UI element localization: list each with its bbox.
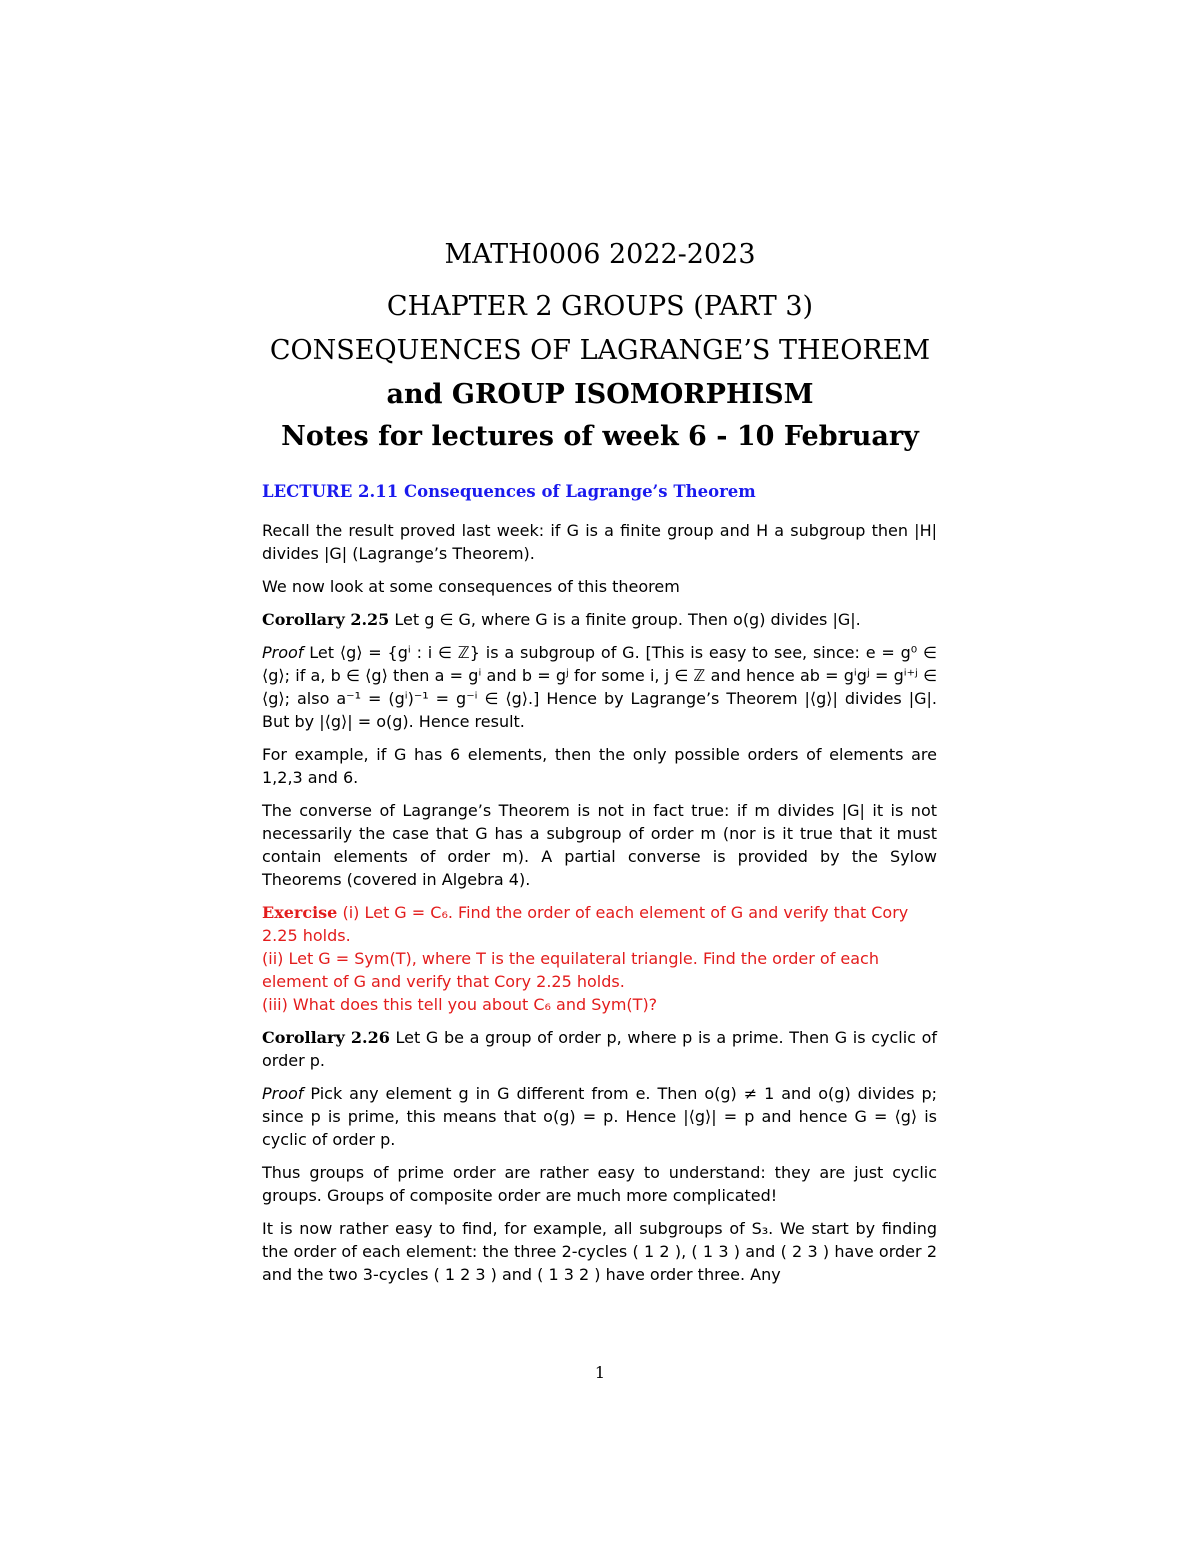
page-number: 1 <box>594 1363 606 1382</box>
consequences-intro: We now look at some consequences of this theorem <box>262 577 680 596</box>
s3-subgroups-paragraph: It is now rather easy to find, for example, all subgroups of S₃. We start by finding the order of each element: the three 2-cycles ( 1 2 ), ( 1 3 ) and ( 2 3 ) have order 2 and the two 3-cycles ( 1 2 3 ) and ( 1 3 2 ) have order three. Any <box>262 1219 937 1284</box>
corollary-text: Let G be a group of order p, where p is a prime. Then G is cyclic of order p. <box>262 1028 938 1070</box>
proof-label: Proof <box>262 643 304 662</box>
course-title: MATH0006 2022-2023 <box>444 239 756 270</box>
proof-2-26 <box>262 1082 937 1151</box>
corollary-2-26 <box>262 1026 937 1072</box>
document-body <box>262 480 937 1296</box>
proof-text: Pick any element g in G different from e. Then o(g) ≠ 1 and o(g) divides p; since p is prime, this means that o(g) = p. Hence |⟨g⟩| = p and hence G = ⟨g⟩ is cyclic of order p. <box>262 1084 938 1149</box>
corollary-2-25 <box>262 608 937 631</box>
proof-label: Proof <box>262 1084 304 1103</box>
converse-paragraph: The converse of Lagrange’s Theorem is not in fact true: if m divides |G| it is not necessarily the case that G has a subgroup of order m (nor is it true that it must contain elements of order m). A partial converse is provided by the Sylow Theorems (covered in Algebra 4). <box>262 801 937 889</box>
proof-2-25 <box>262 641 937 733</box>
exercise-part-i <box>262 901 937 947</box>
recall-paragraph: Recall the result proved last week: if G is a finite group and H a subgroup then |H| divides |G| (Lagrange’s Theorem). <box>262 521 937 563</box>
notes-subtitle: Notes for lectures of week 6 - 10 February <box>281 421 919 452</box>
topic-title: CONSEQUENCES OF LAGRANGE’S THEOREM <box>269 335 931 366</box>
exercise-i-text: (i) Let G = C₆. Find the order of each element of G and verify that Cory 2.25 holds. <box>262 903 909 945</box>
exercise-part-ii: (ii) Let G = Sym(T), where T is the equilateral triangle. Find the order of each element of G and verify that Cory 2.25 holds. <box>262 949 879 991</box>
corollary-label: Corollary 2.25 <box>262 610 390 629</box>
corollary-label: Corollary 2.26 <box>262 1028 390 1047</box>
exercise-block <box>262 901 937 1016</box>
exercise-label: Exercise <box>262 903 338 922</box>
lecture-heading: LECTURE 2.11 Consequences of Lagrange’s Theorem <box>262 482 756 501</box>
topic-subtitle: and GROUP ISOMORPHISM <box>386 379 814 410</box>
example-paragraph: For example, if G has 6 elements, then the only possible orders of elements are 1,2,3 and 6. <box>262 745 937 787</box>
proof-text: Let ⟨g⟩ = {gⁱ : i ∈ ℤ} is a subgroup of G. [This is easy to see, since: e = g⁰ ∈ ⟨g⟩; if a, b ∈ ⟨g⟩ then a = gⁱ and b = gʲ for some i, j ∈ ℤ and hence ab = gⁱgʲ = gⁱ⁺ʲ ∈ ⟨g⟩; also a⁻¹ = (gⁱ)⁻¹ = g⁻ⁱ ∈ ⟨g⟩.] Hence by Lagrange’s Theorem |⟨g⟩| divides |G|. But by |⟨g⟩| = o(g). Hence result. <box>262 643 937 731</box>
exercise-part-iii: (iii) What does this tell you about C₆ and Sym(T)? <box>262 995 658 1014</box>
prime-order-paragraph: Thus groups of prime order are rather easy to understand: they are just cyclic groups. Groups of composite order are much more complicated! <box>262 1163 937 1205</box>
chapter-title: CHAPTER 2 GROUPS (PART 3) <box>386 291 814 322</box>
corollary-text: Let g ∈ G, where G is a finite group. Then o(g) divides |G|. <box>394 610 861 629</box>
